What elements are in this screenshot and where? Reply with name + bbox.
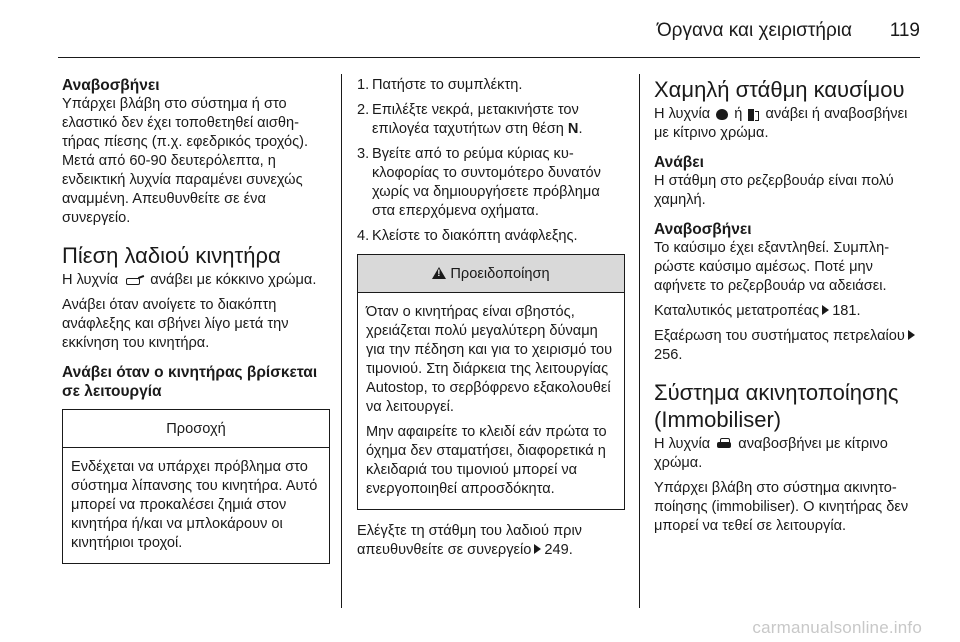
oil-can-icon [124, 275, 144, 285]
paragraph-immob-lamp [654, 435, 922, 473]
column-divider-1 [341, 74, 342, 608]
page-reference-link[interactable]: 256. [654, 347, 683, 363]
text-segment: . [578, 121, 583, 137]
heading-oil-pressure: Πίεση λαδιού κινητήρα [62, 243, 281, 268]
page-reference-icon [908, 330, 915, 340]
column-3 [654, 76, 922, 542]
caution-box [62, 409, 330, 564]
text-segment: Καταλυτικός μετατροπέας [654, 303, 820, 319]
gear-neutral-label: N [567, 121, 579, 137]
page-reference-link[interactable]: 181. [832, 303, 861, 319]
steps-list [357, 76, 625, 246]
list-item [357, 227, 625, 246]
paragraph-oil-lit: Ανάβει όταν ανοίγετε το διακόπτη ανάφλεξης και σβήνει λίγο μετά την εκκίνηση του κινητήρα. [62, 297, 289, 351]
column-divider-2 [639, 74, 640, 608]
page-reference-link[interactable]: 249. [544, 542, 573, 558]
caution-text: Ενδέχεται να υπάρχει πρόβλημα στο σύστημα λίπανσης του κινητήρα. Αυτό μπορεί να προκαλέσει ζημιά στον κινητήρα ή/και να μπλοκάρουν οι κινητήριοι τροχοί. [71, 459, 318, 551]
car-key-icon [716, 438, 732, 450]
list-item [357, 101, 625, 139]
page-title: Όργανα και χειριστήρια [656, 20, 852, 41]
watermark: carmanualsonline.info [752, 618, 922, 637]
step-text [372, 101, 625, 139]
text-segment: Εξαέρωση του συστήματος πετρελαίου [654, 328, 905, 344]
paragraph-lit: Η στάθμη στο ρεζερβουάρ είναι πολύ χαμηλή. [654, 173, 894, 208]
text-segment: Η λυχνία [654, 436, 711, 452]
warning-body [358, 293, 624, 509]
step-text: Βγείτε από το ρεύμα κύριας κυκλοφορίας το συντομότερο δυνατόν χωρίς να δημιουργήσετε πρόβλημα στα επερχόμενα οχήματα. [372, 146, 601, 219]
step-number: 1. [357, 77, 370, 93]
paragraph-catalytic [654, 302, 922, 321]
step-number: 4. [357, 228, 370, 244]
text-segment: ή [734, 106, 743, 122]
fuel-drop-icon [716, 109, 728, 120]
text-segment: Η λυχνία [654, 106, 711, 122]
text-segment: Η λυχνία [62, 272, 119, 288]
step-text: Πατήστε το συμπλέκτη. [372, 77, 523, 93]
warning-triangle-icon [432, 267, 446, 279]
column-2 [357, 76, 625, 566]
column-1 [62, 76, 330, 564]
paragraph-immob-fault: Υπάρχει βλάβη στο σύστημα ακινητοποίησης (immobiliser). Ο κινητήρας δεν μπορεί να τεθεί σε λειτουργία. [654, 480, 909, 534]
page-reference-icon [534, 544, 541, 554]
text-segment: αναβοσβήνει με κίτρινο χρώμα. [654, 436, 888, 471]
text-segment: Ελέγξτε τη στάθμη του λαδιού πριν απευθυνθείτε σε συνεργείο [357, 523, 582, 558]
list-item [357, 76, 625, 95]
warning-title: Προειδοποίηση [450, 266, 550, 282]
fuel-pump-icon [748, 108, 759, 121]
paragraph-flashing: Υπάρχει βλάβη στο σύστημα ή στο ελαστικό δεν έχει τοποθετηθεί αισθητήρας πίεσης (π.χ. εφεδρικός τροχός). Μετά από 60-90 δευτερόλεπτα, η ενδεικτική λυχνία παραμένει συνεχώς αναμμένη. Απευθυνθείτε σε ένα συνεργείο. [62, 96, 309, 226]
step-number: 3. [357, 146, 370, 162]
heading-immobiliser: Σύστημα ακινητοποίησης (Immobiliser) [654, 380, 899, 432]
text-segment: ανάβει με κόκκινο χρώμα. [150, 272, 317, 288]
warning-text-2: Μην αφαιρείτε το κλειδί εάν πρώτα το όχημα δεν σταματήσει, διαφορετικά η κλειδαριά του τιμονιού μπορεί να ενεργοποιηθεί απροσδόκητα. [366, 424, 607, 497]
page-reference-icon [822, 305, 829, 315]
paragraph-fuel-lamp [654, 105, 922, 143]
heading-low-fuel: Χαμηλή στάθμη καυσίμου [654, 77, 905, 102]
warning-header [358, 255, 624, 293]
heading-flashing: Αναβοσβήνει [62, 77, 160, 94]
paragraph-flashing: Το καύσιμο έχει εξαντληθεί. Συμπληρώστε καύσιμο αμέσως. Ποτέ μην αφήνετε το ρεζερβουάρ να αδειάσει. [654, 240, 890, 294]
caution-title: Προσοχή [63, 410, 329, 448]
caution-body [63, 448, 329, 563]
heading-engine-running: Ανάβει όταν ο κινητήρας βρίσκεται σε λειτουργία [62, 364, 318, 400]
text-segment: Επιλέξτε νεκρά, μετακινήστε τον επιλογέα ταχυτήτων στη θέση [372, 102, 579, 137]
warning-text-1: Όταν ο κινητήρας είναι σβηστός, χρειάζεται πολύ μεγαλύτερη δύναμη για την πέδηση και για το χειρισμό του τιμονιού. Στη διάρκεια της λειτουργίας Autostop, το σερβόφρενο εξακολουθεί να λειτουργεί. [366, 304, 613, 415]
step-number: 2. [357, 102, 370, 118]
heading-flashing: Αναβοσβήνει [654, 221, 752, 238]
page-header [0, 0, 960, 56]
heading-lit: Ανάβει [654, 154, 704, 171]
header-divider [58, 57, 920, 58]
page-number: 119 [889, 20, 920, 41]
list-item [357, 145, 625, 221]
step-text: Κλείστε το διακόπτη ανάφλεξης. [372, 228, 578, 244]
paragraph-bleeding [654, 327, 922, 365]
paragraph-check-oil [357, 522, 625, 560]
warning-box [357, 254, 625, 510]
text-segment: ανάβει ή αναβοσβήνει με κίτρινο χρώμα. [654, 106, 908, 141]
paragraph-oil-lamp [62, 271, 330, 290]
